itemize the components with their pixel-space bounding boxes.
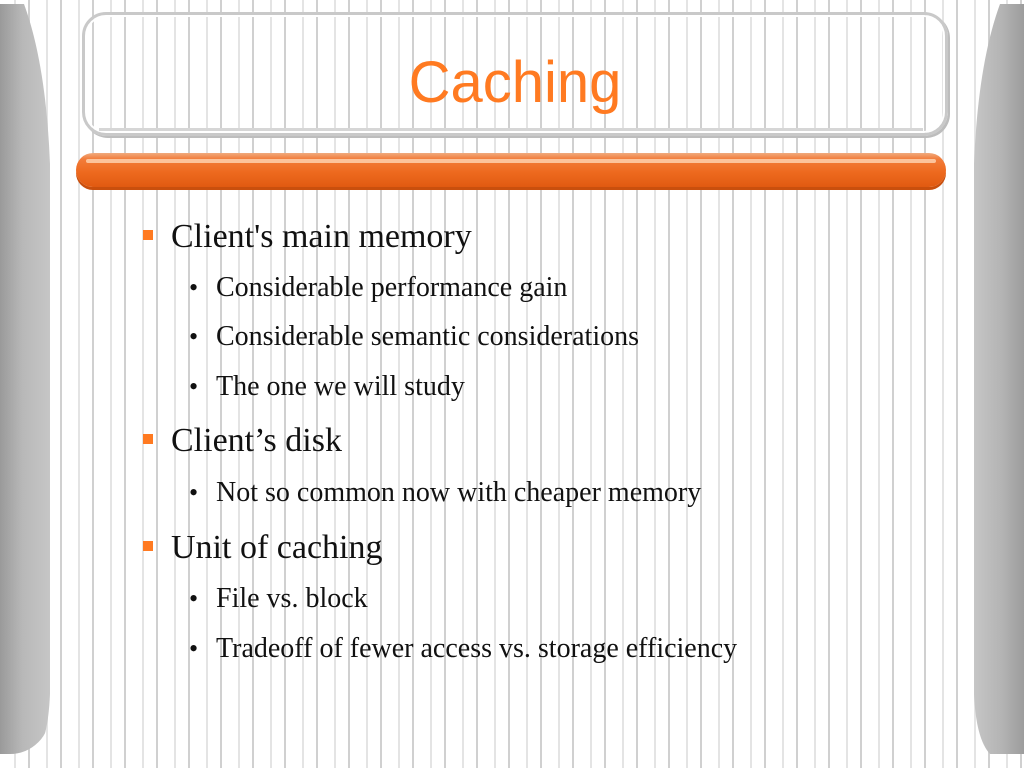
dot-bullet-icon: • <box>189 584 199 613</box>
square-bullet-icon <box>143 434 153 444</box>
dot-bullet-icon: • <box>189 634 199 663</box>
sub-bullet-item <box>189 632 738 666</box>
bullet-item <box>171 421 342 461</box>
square-bullet-icon <box>143 541 153 551</box>
sub-bullet-item <box>189 476 702 510</box>
bullet-text: Client's main memory <box>171 218 472 255</box>
bullet-item <box>171 217 472 257</box>
sub-bullet-item <box>189 271 568 305</box>
bullet-text: Unit of caching <box>171 529 383 566</box>
square-bullet-icon <box>143 230 153 240</box>
sub-bullet-text: Considerable semantic considerations <box>216 321 639 352</box>
sub-bullet-text: Considerable performance gain <box>216 272 568 303</box>
sub-bullet-text: Tradeoff of fewer access vs. storage efficiency <box>216 633 738 664</box>
sub-bullet-item <box>189 370 465 404</box>
sub-bullet-text: File vs. block <box>216 583 368 614</box>
dot-bullet-icon: • <box>189 273 199 302</box>
dot-bullet-icon: • <box>189 372 199 401</box>
slide-title: Caching <box>408 50 622 115</box>
bullet-item <box>171 528 383 568</box>
sub-bullet-text: The one we will study <box>216 371 465 402</box>
sub-bullet-item <box>189 582 368 616</box>
dot-bullet-icon: • <box>189 478 199 507</box>
bullet-text: Client’s disk <box>171 422 342 459</box>
sub-bullet-item <box>189 320 639 354</box>
sub-bullet-text: Not so common now with cheaper memory <box>216 477 702 508</box>
dot-bullet-icon: • <box>189 322 199 351</box>
